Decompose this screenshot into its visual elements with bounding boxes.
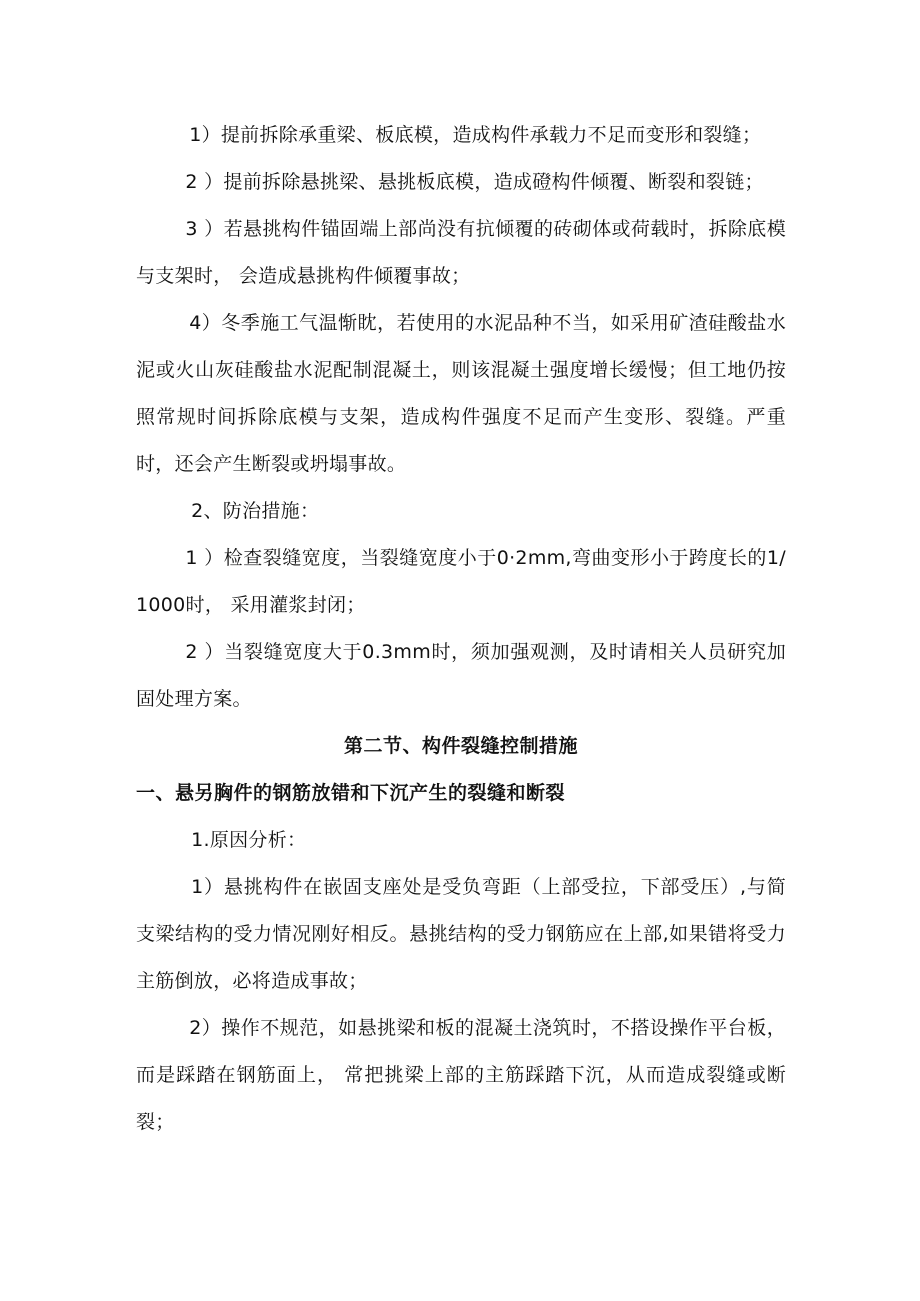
paragraph-cause-analysis: 1.原因分析： bbox=[191, 829, 307, 851]
paragraph-improper-operation: 2）操作不规范，如悬挑梁和板的混凝土浇筑时，不搭设操作平台板，而是踩踏在钢筋面上， 常把挑梁上部的主筋踩踏下沉，从而造成裂缝或断裂； bbox=[136, 1017, 786, 1133]
paragraph-negative-moment: 1）悬挑构件在嵌固支座处是受负弯距（上部受拉，下部受压）,与简支梁结构的受力情况刚好相反。悬挑结构的受力钢筋应在上部,如果错将受力主筋倒放，必将造成事故； bbox=[136, 876, 786, 992]
paragraph-crack-observation: 2 ）当裂缝宽度大于0.3mm时，须加强观测，及时请相关人员研究加固处理方案。 bbox=[136, 641, 786, 710]
paragraph-winter-construction: 4）冬季施工气温惭眈，若使用的水泥品种不当，如采用矿渣硅酸盐水泥或火山灰硅酸盐水泥配制混凝土，则该混凝土强度增长缓慢；但工地仍按照常规时间拆除底模与支架，造成构件强度不足而产生变形、裂缝。严重时，还会产生断裂或坍塌事故。 bbox=[136, 312, 786, 475]
document-body bbox=[136, 112, 786, 1146]
section-title: 第二节、构件裂缝控制措施 bbox=[343, 735, 578, 757]
paragraph-early-removal-load-bearing: 1）提前拆除承重梁、板底模，造成构件承载力不足而变形和裂缝； bbox=[189, 124, 762, 146]
paragraph-crack-width-check: 1 ）检查裂缝宽度，当裂缝宽度小于0·2mm,弯曲变形小于跨度长的1/1000时， 采用灌浆封闭； bbox=[136, 547, 786, 616]
paragraph-cantilever-anchorage: 3 ）若悬挑构件锚固端上部尚没有抗倾覆的砖砌体或荷载时，拆除底模与支架时， 会造成悬挑构件倾覆事故； bbox=[136, 218, 786, 287]
paragraph-early-removal-cantilever: 2 ）提前拆除悬挑梁、悬挑板底模，造成磴构件倾覆、断裂和裂链； bbox=[185, 171, 764, 193]
section-heading: 一、悬另胸件的钢筋放错和下沉产生的裂缝和断裂 bbox=[136, 782, 566, 804]
paragraph-prevention-measures: 2、防治措施： bbox=[191, 500, 320, 522]
